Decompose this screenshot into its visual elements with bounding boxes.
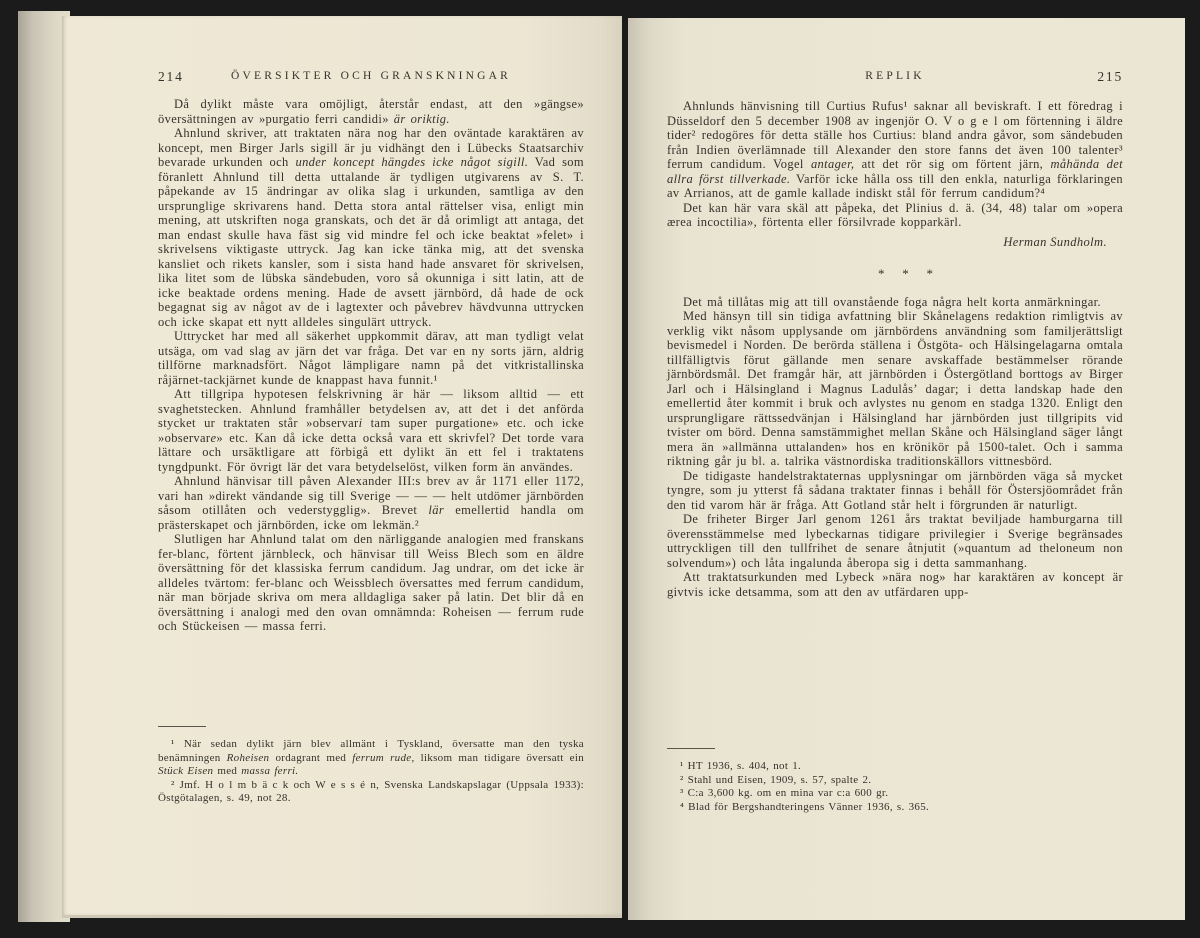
footnote: ² Jmf. H o l m b ä c k och W e s s é n, Svenska Landskapslagar (Uppsala 1933): Östgötalagen, s. 49, not 28. <box>158 778 584 805</box>
paragraph: Det kan här vara skäl att påpeka, det Plinius d. ä. (34, 48) talar om »opera ærea incoctilia», förtenta eller försilvrade kopparkärl. <box>667 200 1123 229</box>
paragraph: De friheter Birger Jarl genom 1261 års traktat beviljade hamburgarna till överensstämmelse med lybeckarnas tidigare privilegier i Sverige begränsades uttryckligen till den tullfrihet de senare åtnjutit (»quantum ad theloneum non solvendum») och låta ingalunda åberopa sig i detta sammanhang. <box>667 512 1123 570</box>
author-signature: Herman Sundholm. <box>1003 234 1107 249</box>
left-running-header <box>158 70 584 86</box>
paragraph: Ahnlunds hänvisning till Curtius Rufus¹ saknar all beviskraft. I ett föredrag i Düsseldorf den 5 december 1908 av ingenjör O. V o g e l om förtenning i äldre tider² redogöres för detta ställe hos Curtius: bland andra gåvor, som sändebuden från Indien överlämnade till Alexander den store fanns det även 100 talenter³ ferrum candidum. Vogel antager, att det rör sig om förtent järn, måhända det allra först tillverkade. Varför icke hålla oss till den enkla, naturliga förklaringen av Arrianos, att de gamle kallade indiskt stål för ferrum candidum?⁴ <box>667 99 1124 200</box>
right-footnote-block <box>667 748 1123 814</box>
left-body-column <box>158 97 584 634</box>
footnote: ³ C:a 3,600 kg. om en mina var c:a 600 gr. <box>680 787 889 800</box>
paragraph: Med hänsyn till sin tidiga avfattning blir Skånelagens redaktion rimligtvis av verklig vikt nåsom upplysande om järnbördens användning som familjerättsligt bevismedel i Norden. De berörda ställena i Östgöta- och Hälsingelagarna omtala tillfälligtvis förut gällande men senare avskaffade bestämmelser rörande järnbördsmål. Det framgår här, att järnbörden i Östergötland borttogs av Birger Jarl och i Hälsingland i Magnus Ladulås’ dagar; i detta landskap hade den emellertid åter kommit i bruk och avlystes nu genom en stadga 1320. Enligt den ursprungligare rättssedvänjan i Hälsingland har järnbörden just tillgripits vid tvister om börd. Denna samstämmighet mellan Skåne och Hälsingland säger långt mera än »allmänna uttalanden» hos en krönikör på 1500-talet. Och i samma riktning går ju bl. a. talrika västnordiska traditionskällors vittnesbörd. <box>667 309 1123 468</box>
paragraph: Ahnlund hänvisar till påven Alexander III:s brev av år 1171 eller 1172, vari han »direkt vändande sig till Sverige — — — helt utdömer järnbörden såsom otillåten och vederstygglig». Brevet lär emellertid handla om prästerskapet och järnbörden, icke om lekmän.² <box>158 474 584 532</box>
right-page <box>628 18 1185 920</box>
paragraph: Uttrycket har med all säkerhet uppkommit därav, att man tydligt velat utsäga, om vad slag av järn det var fråga. Det var en ny sorts järn, aldrig tillförne marknadsfört. Något lämpligare namn på det vitkristallinska råjärnet-tackjärnet kunde de knappast hava funnit.¹ <box>158 329 584 387</box>
footnote-rule <box>158 726 206 727</box>
paragraph: Att traktatsurkunden med Lybeck »nära nog» har karaktären av koncept är givtvis icke detsamma, som att den av utfärdaren upp- <box>667 570 1123 599</box>
paragraph: Att tillgripa hypotesen felskrivning är här — liksom alltid — ett svaghetstecken. Ahnlund framhåller betydelsen av, att det i det anförda stycket ur traktaten står »observari tam super purgatione» etc. och icke »observare» etc. Kan då icke detta också vara ett skrivfel? Det torde vara lättare och ursäktligare att förbigå ett dylikt än ett fel i traktatens tyngdpunkt. För övrigt lär det vara betydelselöst, vilken form än användes. <box>158 387 584 474</box>
asterisk-separator: * * * <box>878 265 935 281</box>
right-body-lower <box>667 295 1123 600</box>
footnote: ¹ HT 1936, s. 404, not 1. <box>680 760 802 772</box>
footnote-rule <box>667 748 715 749</box>
footnote: ¹ När sedan dylikt järn blev allmänt i Tyskland, översatte man den tyska benämningen Roheisen ordagrant med ferrum rude, liksom man tidigare översatt ein Stück Eisen med massa ferri. <box>158 738 585 778</box>
right-running-header <box>667 70 1123 86</box>
left-page <box>62 16 622 915</box>
right-page-number: 215 <box>1097 69 1123 84</box>
right-footnotes <box>667 760 1123 814</box>
paragraph: Slutligen har Ahnlund talat om den närliggande analogien med franskans fer-blanc, förtent järnbleck, och hänvisar till Weiss Blech som en äldre översättning för det klassiska ferrum candidum. Jag undrar, om det icke är alldeles tvärtom: fer-blanc och Weissblech översattes med ferrum candidum, när man började skriva om mera alldagliga saker på latin. Det blir då en översättning i analogi med den ovan omnämnda: Roheisen — ferrum rude och Stückeisen — massa ferri. <box>158 532 584 633</box>
right-running-title: REPLIK <box>865 70 925 82</box>
paragraph: De tidigaste handelstraktaternas upplysningar om järnbörden väga så mycket tyngre, som ju ytterst få sådana traktater finnas i behåll för Östersjöområdet från den tid varom här är fråga. Att Gotland står helt i förgrunden är naturligt. <box>667 468 1123 512</box>
footnote: ⁴ Blad för Bergshandteringens Vänner 1936, s. 365. <box>680 800 930 813</box>
footnote: ² Stahl und Eisen, 1909, s. 57, spalte 2. <box>680 773 872 786</box>
left-footnote-block <box>158 726 584 806</box>
left-footnotes <box>158 738 584 806</box>
right-body-upper <box>667 99 1123 230</box>
paragraph: Då dylikt måste vara omöjligt, återstår endast, att den »gängse» översättningen av »purgatio ferri candidi» är oriktig. <box>158 97 584 126</box>
paragraph: Ahnlund skriver, att traktaten nära nog har den oväntade karaktären av koncept, men Birger Jarls sigill är ju vidhängt den i Lübecks Staatsarchiv bevarade urkunden och under koncept hängdes icke något sigill. Vad som föranlett Ahnlund till detta uttalande är tydligen utgivarens av S. T. påpekande av 15 ändringar av olika slag i urkunden, samtliga av den ursprunglige skrivarens hand. Detta stora antal rättelser visa, enligt min mening, att utskriften noga granskats, och det är då orimligt att antaga, det man endast skulle hava fäst sig vid mindre fel och icke beaktat »felet» i skrivelsens viktigaste uttryck. Jag kan icke tänka mig, att det svenska kansliet och rikets kansler, som i sista hand hade ansvaret för skrivelsen, lika litet som de lübska sändebuden, voro så okunniga i sitt latin, att de icke beaktade ordens mening. Hade de avsett järnbörd, då hade de ock begagnat sig av något av de i lagtexter och påvebrev hävdvunna uttrycken och icke skapat ett nytt alldeles singulärt uttryck. <box>158 126 584 329</box>
left-running-title: ÖVERSIKTER OCH GRANSKNINGAR <box>231 70 511 82</box>
left-page-number: 214 <box>158 69 184 84</box>
paragraph: Det må tillåtas mig att till ovanstående foga några helt korta anmärkningar. <box>683 294 1101 309</box>
